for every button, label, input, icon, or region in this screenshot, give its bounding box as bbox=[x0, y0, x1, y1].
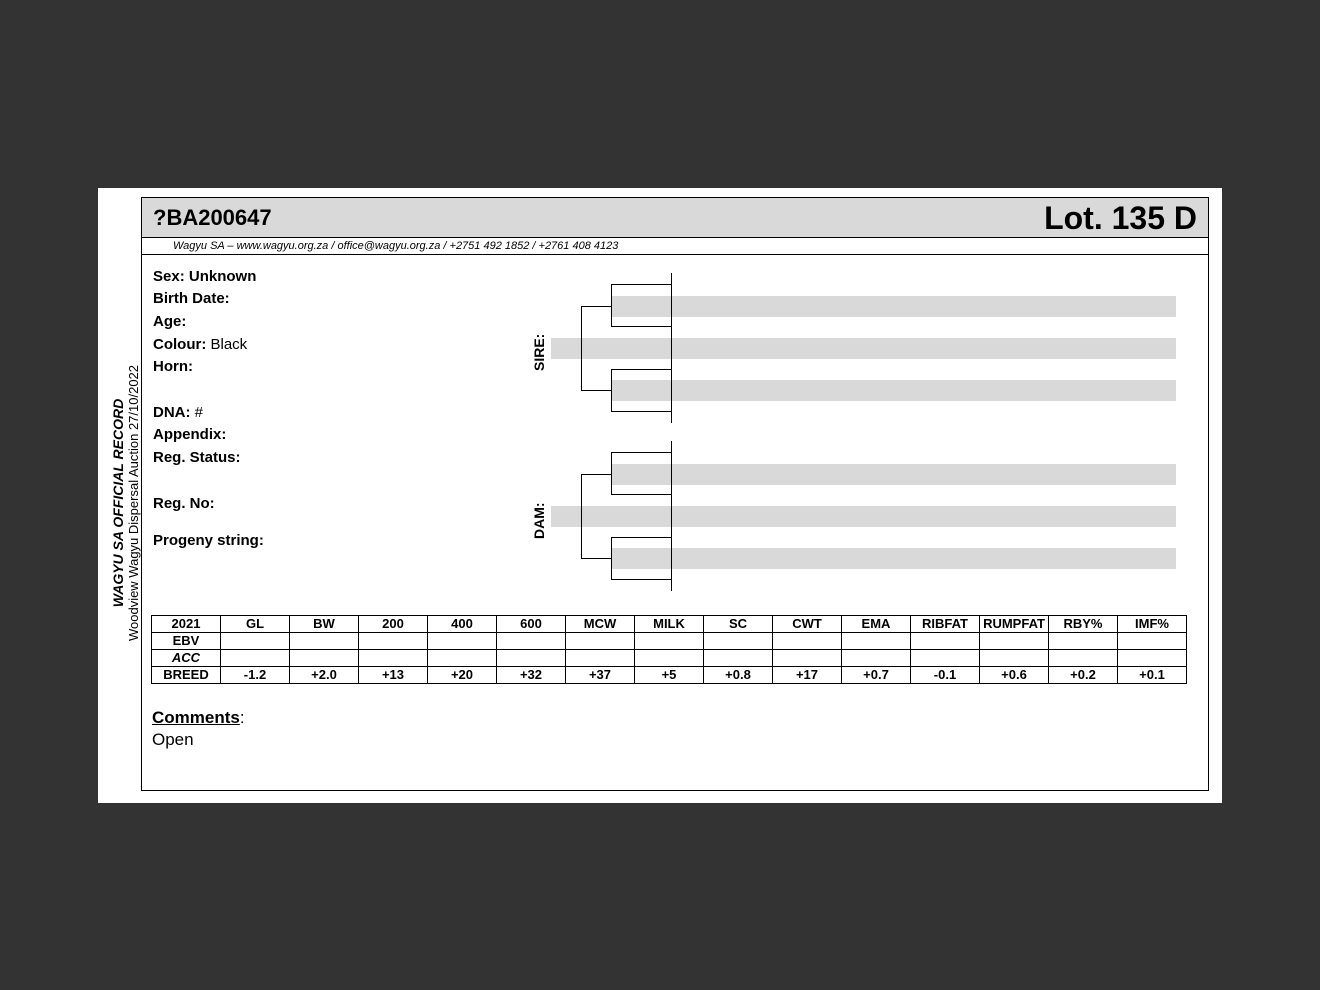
sire-bracket-top bbox=[581, 306, 611, 307]
table-cell: +0.2 bbox=[1049, 667, 1118, 684]
reg-status-label: Reg. Status: bbox=[153, 449, 241, 466]
table-header-cell: MCW bbox=[566, 616, 635, 633]
table-cell bbox=[635, 633, 704, 650]
birth-date-label: Birth Date: bbox=[153, 290, 230, 307]
colour-field bbox=[153, 336, 247, 353]
dam-sire-bracket bbox=[611, 452, 612, 495]
table-cell bbox=[1118, 650, 1187, 667]
sire-sire-bracket bbox=[611, 284, 612, 327]
dam-sire-bar bbox=[611, 464, 1176, 485]
table-header-cell: 200 bbox=[359, 616, 428, 633]
sex-field bbox=[153, 268, 256, 285]
table-cell: -1.2 bbox=[221, 667, 290, 684]
sex-label: Sex: bbox=[153, 268, 185, 285]
table-cell bbox=[980, 633, 1049, 650]
table-cell: +37 bbox=[566, 667, 635, 684]
auction-subtitle: Woodview Wagyu Dispersal Auction 27/10/2022 bbox=[126, 364, 141, 642]
comments-heading: Comments: bbox=[152, 708, 245, 727]
colour-label: Colour: bbox=[153, 336, 207, 353]
table-cell: +13 bbox=[359, 667, 428, 684]
progeny-label: Progeny string: bbox=[153, 532, 264, 549]
table-cell: +2.0 bbox=[290, 667, 359, 684]
contact-text: Wagyu SA – www.wagyu.org.za / office@wagyu.org.za / +2751 492 1852 / +2761 408 4123 bbox=[173, 240, 619, 252]
table-cell bbox=[359, 650, 428, 667]
table-cell bbox=[773, 650, 842, 667]
table-cell bbox=[221, 650, 290, 667]
table-header-cell: BW bbox=[290, 616, 359, 633]
table-header-cell: 600 bbox=[497, 616, 566, 633]
dam-sire-bottom bbox=[611, 494, 671, 495]
acc-row bbox=[152, 650, 1187, 667]
appendix-field bbox=[153, 426, 226, 443]
table-cell: +0.8 bbox=[704, 667, 773, 684]
reg-no-label: Reg. No: bbox=[153, 495, 215, 512]
sire-bracket bbox=[581, 306, 582, 390]
table-cell bbox=[980, 650, 1049, 667]
reg-no-field bbox=[153, 495, 215, 512]
sire-label: SIRE: bbox=[531, 333, 547, 371]
sire-bar bbox=[551, 338, 1176, 359]
table-cell bbox=[911, 650, 980, 667]
table-header-cell: GL bbox=[221, 616, 290, 633]
ebv-table bbox=[151, 615, 1187, 684]
table-header-cell: EMA bbox=[842, 616, 911, 633]
table-cell bbox=[428, 633, 497, 650]
table-header-cell: IMF% bbox=[1118, 616, 1187, 633]
table-cell: +17 bbox=[773, 667, 842, 684]
sire-sire-bottom bbox=[611, 326, 671, 327]
dam-bracket bbox=[581, 474, 582, 558]
table-header-cell: 400 bbox=[428, 616, 497, 633]
table-header-cell: RIBFAT bbox=[911, 616, 980, 633]
dna-field bbox=[153, 404, 203, 421]
sire-sire-top bbox=[611, 284, 671, 285]
animal-id: ?BA200647 bbox=[153, 205, 272, 230]
table-header-cell: RUMPFAT bbox=[980, 616, 1049, 633]
table-cell bbox=[221, 633, 290, 650]
sire-dam-top bbox=[611, 369, 671, 370]
birth-date-field bbox=[153, 290, 230, 307]
table-cell bbox=[428, 650, 497, 667]
horn-field bbox=[153, 358, 193, 375]
dam-dam-top bbox=[611, 537, 671, 538]
table-cell: +20 bbox=[428, 667, 497, 684]
table-header-cell: MILK bbox=[635, 616, 704, 633]
table-cell bbox=[566, 633, 635, 650]
comments-section bbox=[152, 708, 245, 750]
dam-bar bbox=[551, 506, 1176, 527]
record-frame bbox=[141, 197, 1209, 791]
age-label: Age: bbox=[153, 313, 187, 330]
table-cell: +0.6 bbox=[980, 667, 1049, 684]
table-header-cell: 2021 bbox=[152, 616, 221, 633]
table-header-cell: SC bbox=[704, 616, 773, 633]
record-header bbox=[142, 198, 1208, 238]
table-cell bbox=[704, 650, 773, 667]
horn-label: Horn: bbox=[153, 358, 193, 375]
table-header-cell: RBY% bbox=[1049, 616, 1118, 633]
table-cell bbox=[635, 650, 704, 667]
table-cell bbox=[290, 633, 359, 650]
table-cell: +0.1 bbox=[1118, 667, 1187, 684]
dam-sire-top bbox=[611, 452, 671, 453]
table-cell bbox=[497, 650, 566, 667]
table-cell bbox=[704, 633, 773, 650]
dam-bracket-bottom bbox=[581, 558, 611, 559]
dna-label: DNA: bbox=[153, 404, 191, 421]
record-title: WAGYU SA OFFICIAL RECORD bbox=[110, 398, 126, 608]
table-cell bbox=[1049, 633, 1118, 650]
table-cell bbox=[1049, 650, 1118, 667]
reg-status-field bbox=[153, 449, 241, 466]
sire-dam-bracket bbox=[611, 369, 612, 412]
table-cell bbox=[1118, 633, 1187, 650]
sire-spine bbox=[671, 273, 672, 423]
ebv-header-row bbox=[152, 616, 1187, 633]
lot-number: Lot. 135 D bbox=[1044, 200, 1197, 236]
table-cell bbox=[359, 633, 428, 650]
table-cell: BREED bbox=[152, 667, 221, 684]
dam-spine bbox=[671, 441, 672, 591]
table-cell bbox=[773, 633, 842, 650]
age-field bbox=[153, 313, 186, 330]
table-cell: +5 bbox=[635, 667, 704, 684]
table-cell bbox=[911, 633, 980, 650]
progeny-field bbox=[153, 532, 264, 549]
table-cell bbox=[842, 650, 911, 667]
ebv-row bbox=[152, 633, 1187, 650]
contact-line bbox=[142, 238, 1208, 255]
comments-label: Comments bbox=[152, 708, 240, 727]
table-cell: +0.7 bbox=[842, 667, 911, 684]
table-cell: ACC bbox=[152, 650, 221, 667]
sire-sire-bar bbox=[611, 296, 1176, 317]
comments-value: Open bbox=[152, 730, 194, 749]
table-cell bbox=[566, 650, 635, 667]
appendix-label: Appendix: bbox=[153, 426, 227, 443]
table-cell bbox=[497, 633, 566, 650]
dna-value: # bbox=[194, 404, 204, 421]
dam-label: DAM: bbox=[531, 502, 547, 539]
table-cell bbox=[842, 633, 911, 650]
breed-row bbox=[152, 667, 1187, 684]
table-cell: EBV bbox=[152, 633, 221, 650]
sire-dam-bottom bbox=[611, 411, 671, 412]
table-cell: -0.1 bbox=[911, 667, 980, 684]
sex-value: Unknown bbox=[188, 268, 257, 285]
sire-bracket-bottom bbox=[581, 390, 611, 391]
table-cell: +32 bbox=[497, 667, 566, 684]
sire-dam-bar bbox=[611, 380, 1176, 401]
dam-dam-bottom bbox=[611, 579, 671, 580]
table-cell bbox=[290, 650, 359, 667]
dam-dam-bar bbox=[611, 548, 1176, 569]
dam-dam-bracket bbox=[611, 537, 612, 580]
table-header-cell: CWT bbox=[773, 616, 842, 633]
colour-value: Black bbox=[210, 336, 248, 353]
dam-bracket-top bbox=[581, 474, 611, 475]
